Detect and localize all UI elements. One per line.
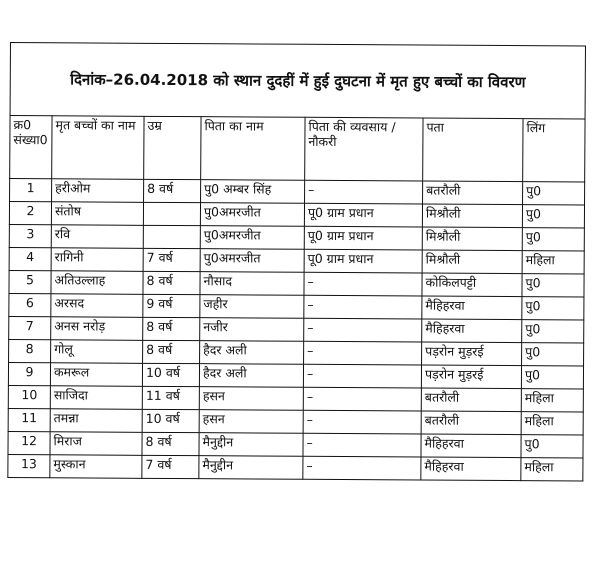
address-cell: मिश्रौली bbox=[422, 227, 522, 251]
age-cell: 7 वर्ष bbox=[142, 455, 199, 478]
child-name-cell: अनस नरोड़ bbox=[51, 317, 143, 341]
father-name-cell: पु0अमरजीत bbox=[200, 226, 304, 250]
serial-cell: 11 bbox=[8, 408, 50, 431]
age-cell bbox=[143, 202, 200, 225]
serial-cell: 7 bbox=[9, 316, 51, 339]
header-gender: लिंग bbox=[523, 119, 585, 182]
father-name-cell: पु0अमरजीत bbox=[200, 249, 304, 273]
gender-cell: पु0 bbox=[522, 274, 584, 297]
address-cell: मिश्रौली bbox=[422, 250, 522, 274]
father-name-cell: हैदर अली bbox=[199, 364, 303, 388]
father-name-cell: जहीर bbox=[200, 295, 304, 319]
header-father-job: पिता की व्यवसाय / नौकरी bbox=[305, 117, 423, 181]
father-job-cell: – bbox=[303, 433, 421, 457]
father-name-cell: मैनुद्दीन bbox=[199, 433, 303, 457]
address-cell: बतरौली bbox=[421, 388, 521, 412]
gender-cell: पु0 bbox=[522, 297, 584, 320]
document-sheet bbox=[7, 42, 585, 524]
gender-cell: महिला bbox=[521, 389, 583, 412]
child-name-cell: साजिदा bbox=[50, 386, 142, 410]
age-cell: 10 वर्ष bbox=[142, 363, 199, 386]
child-name-cell: अरसद bbox=[51, 294, 143, 318]
child-name-cell: हरीओम bbox=[52, 179, 144, 203]
address-cell: पड़रोन मुड़रई bbox=[421, 365, 521, 389]
father-job-cell: पू0 ग्राम प्रधान bbox=[304, 226, 422, 250]
address-cell: मैहिहरवा bbox=[422, 319, 522, 343]
table-row bbox=[8, 454, 583, 481]
serial-cell: 5 bbox=[9, 270, 51, 293]
gender-cell: महिला bbox=[521, 412, 583, 435]
serial-cell: 9 bbox=[8, 362, 50, 385]
father-job-cell: – bbox=[304, 341, 422, 365]
age-cell: 8 वर्ष bbox=[143, 317, 200, 340]
child-name-cell: संतोष bbox=[51, 202, 143, 226]
father-name-cell: पु0अमरजीत bbox=[200, 203, 304, 227]
child-name-cell: मिराज bbox=[50, 432, 142, 456]
document-title: दिनांक–26.04.2018 को स्थान दुदहीं में हुई दुघटना में मृत हुए बच्चों का विवरण bbox=[10, 43, 585, 120]
address-cell: मैहिहरवा bbox=[421, 457, 521, 481]
father-name-cell: पु0 अम्बर सिंह bbox=[201, 180, 305, 204]
gender-cell: महिला bbox=[521, 458, 583, 481]
age-cell bbox=[143, 225, 200, 248]
father-name-cell: नजीर bbox=[200, 318, 304, 342]
serial-cell: 12 bbox=[8, 431, 50, 454]
child-name-cell: रागिनी bbox=[51, 248, 143, 272]
address-cell: बतरौली bbox=[423, 181, 523, 205]
father-job-cell: पू0 ग्राम प्रधान bbox=[304, 203, 422, 227]
father-job-cell: – bbox=[303, 364, 421, 388]
address-cell: मैहिहरवा bbox=[421, 434, 521, 458]
child-name-cell: तमन्ना bbox=[50, 409, 142, 433]
father-name-cell: हसन bbox=[199, 410, 303, 434]
header-child-name: मृत बच्चों का नाम bbox=[52, 116, 144, 180]
father-job-cell: – bbox=[304, 272, 422, 296]
age-cell: 8 वर्ष bbox=[143, 340, 200, 363]
father-job-cell: – bbox=[303, 387, 421, 411]
address-cell: मिश्रौली bbox=[422, 204, 522, 228]
header-address: पता bbox=[423, 118, 523, 182]
gender-cell: पु0 bbox=[522, 205, 584, 228]
gender-cell: पु0 bbox=[522, 228, 584, 251]
serial-cell: 13 bbox=[8, 454, 50, 477]
age-cell: 9 वर्ष bbox=[143, 294, 200, 317]
child-name-cell: कमरूल bbox=[50, 363, 142, 387]
header-row bbox=[10, 116, 585, 183]
age-cell: 8 वर्ष bbox=[142, 432, 199, 455]
serial-cell: 2 bbox=[9, 202, 51, 225]
father-name-cell: मैनुद्दीन bbox=[199, 456, 303, 480]
father-name-cell: हसन bbox=[199, 387, 303, 411]
gender-cell: पु0 bbox=[521, 366, 583, 389]
address-cell: बतरौली bbox=[421, 411, 521, 435]
gender-cell: पु0 bbox=[523, 182, 585, 205]
age-cell: 11 वर्ष bbox=[142, 386, 199, 409]
father-job-cell: – bbox=[305, 180, 423, 204]
address-cell: मैहिहरवा bbox=[422, 296, 522, 320]
child-name-cell: अतिउल्लाह bbox=[51, 271, 143, 295]
child-name-cell: मुस्कान bbox=[50, 455, 142, 479]
age-cell: 10 वर्ष bbox=[142, 409, 199, 432]
serial-cell: 3 bbox=[9, 224, 51, 247]
gender-cell: पु0 bbox=[522, 320, 584, 343]
gender-cell: पु0 bbox=[521, 435, 583, 458]
header-age: उम्र bbox=[144, 116, 201, 179]
casualty-table bbox=[7, 42, 586, 482]
serial-cell: 10 bbox=[8, 385, 50, 408]
child-name-cell: रवि bbox=[51, 225, 143, 249]
serial-cell: 1 bbox=[10, 179, 52, 202]
father-job-cell: – bbox=[304, 318, 422, 342]
father-job-cell: पू0 ग्राम प्रधान bbox=[304, 249, 422, 273]
address-cell: पड़रोन मुड़रई bbox=[422, 342, 522, 366]
address-cell: कोकिलपट्टी bbox=[422, 273, 522, 297]
father-name-cell: नौसाद bbox=[200, 272, 304, 296]
age-cell: 8 वर्ष bbox=[143, 271, 200, 294]
father-job-cell: – bbox=[304, 295, 422, 319]
gender-cell: महिला bbox=[522, 251, 584, 274]
father-name-cell: हैदर अली bbox=[200, 341, 304, 365]
serial-cell: 4 bbox=[9, 247, 51, 270]
header-father-name: पिता का नाम bbox=[201, 117, 305, 181]
father-job-cell: – bbox=[303, 456, 421, 480]
child-name-cell: गोलू bbox=[51, 340, 143, 364]
header-serial: क्र0 संख्या0 bbox=[10, 116, 52, 179]
serial-cell: 6 bbox=[9, 293, 51, 316]
gender-cell: पु0 bbox=[522, 343, 584, 366]
serial-cell: 8 bbox=[9, 339, 51, 362]
age-cell: 7 वर्ष bbox=[143, 248, 200, 271]
father-job-cell: – bbox=[303, 410, 421, 434]
age-cell: 8 वर्ष bbox=[144, 179, 201, 202]
